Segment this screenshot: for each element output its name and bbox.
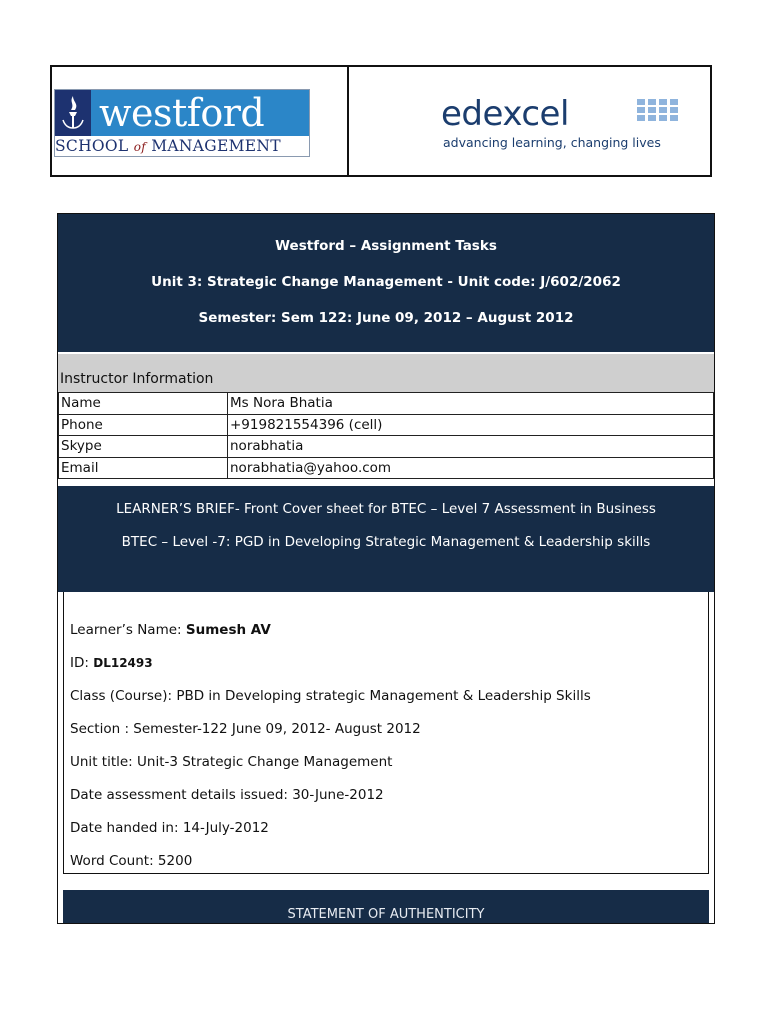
- learner-details: [63, 592, 709, 874]
- header-title: Westford – Assignment Tasks: [275, 238, 497, 254]
- brief-line-1: LEARNER’S BRIEF- Front Cover sheet for BTEC – Level 7 Assessment in Business: [116, 501, 656, 517]
- dot-grid-icon: [637, 99, 681, 129]
- assignment-header: [58, 214, 714, 352]
- row-value: Ms Nora Bhatia: [228, 393, 714, 415]
- row-label: Name: [59, 393, 228, 415]
- assignment-cover-sheet: [57, 213, 715, 924]
- row-label: Skype: [59, 436, 228, 458]
- header-semester: Semester: Sem 122: June 09, 2012 – August 2012: [198, 310, 574, 326]
- table-row: [59, 414, 714, 436]
- learner-id-value: DL12493: [93, 656, 153, 670]
- table-row: [59, 393, 714, 415]
- learner-section: Section : Semester-122 June 09, 2012- August 2012: [70, 721, 421, 737]
- learner-id: ID: DL12493: [70, 655, 153, 671]
- email-value[interactable]: norabhatia@yahoo.com: [228, 457, 714, 479]
- torch-emblem-icon: [55, 90, 91, 136]
- edexcel-tagline: advancing learning, changing lives: [443, 135, 661, 150]
- row-label: Email: [59, 457, 228, 479]
- westford-logo: [54, 89, 310, 157]
- learners-brief-banner: [58, 486, 714, 592]
- learner-unit-title: Unit title: Unit-3 Strategic Change Management: [70, 754, 393, 770]
- learner-class: Class (Course): PBD in Developing strategic Management & Leadership Skills: [70, 688, 591, 704]
- row-label: Phone: [59, 414, 228, 436]
- date-issued: Date assessment details issued: 30-June-2012: [70, 787, 384, 803]
- table-row: [59, 457, 714, 479]
- learner-name: Learner’s Name: Sumesh AV: [70, 622, 271, 638]
- edexcel-logo-cell: [349, 67, 710, 175]
- instructor-table: [58, 392, 714, 479]
- statement-of-authenticity: STATEMENT OF AUTHENTICITY: [63, 890, 709, 924]
- word-count: Word Count: 5200: [70, 853, 193, 869]
- edexcel-wordmark: edexcel: [441, 94, 569, 134]
- row-value: norabhatia: [228, 436, 714, 458]
- brief-line-2: BTEC – Level -7: PGD in Developing Strategic Management & Leadership skills: [121, 534, 651, 550]
- logo-banner: [50, 65, 712, 177]
- row-value: +919821554396 (cell): [228, 414, 714, 436]
- westford-wordmark: westford: [99, 91, 265, 135]
- westford-logo-cell: [52, 67, 349, 175]
- edexcel-logo: [441, 95, 691, 155]
- learner-name-value: Sumesh AV: [185, 622, 271, 638]
- header-unit: Unit 3: Strategic Change Management - Unit code: J/602/2062: [151, 274, 621, 290]
- instructor-info-title: Instructor Information: [58, 354, 714, 392]
- westford-subtitle: SCHOOL of MANAGEMENT: [55, 137, 281, 155]
- date-handed-in: Date handed in: 14-July-2012: [70, 820, 269, 836]
- table-row: [59, 436, 714, 458]
